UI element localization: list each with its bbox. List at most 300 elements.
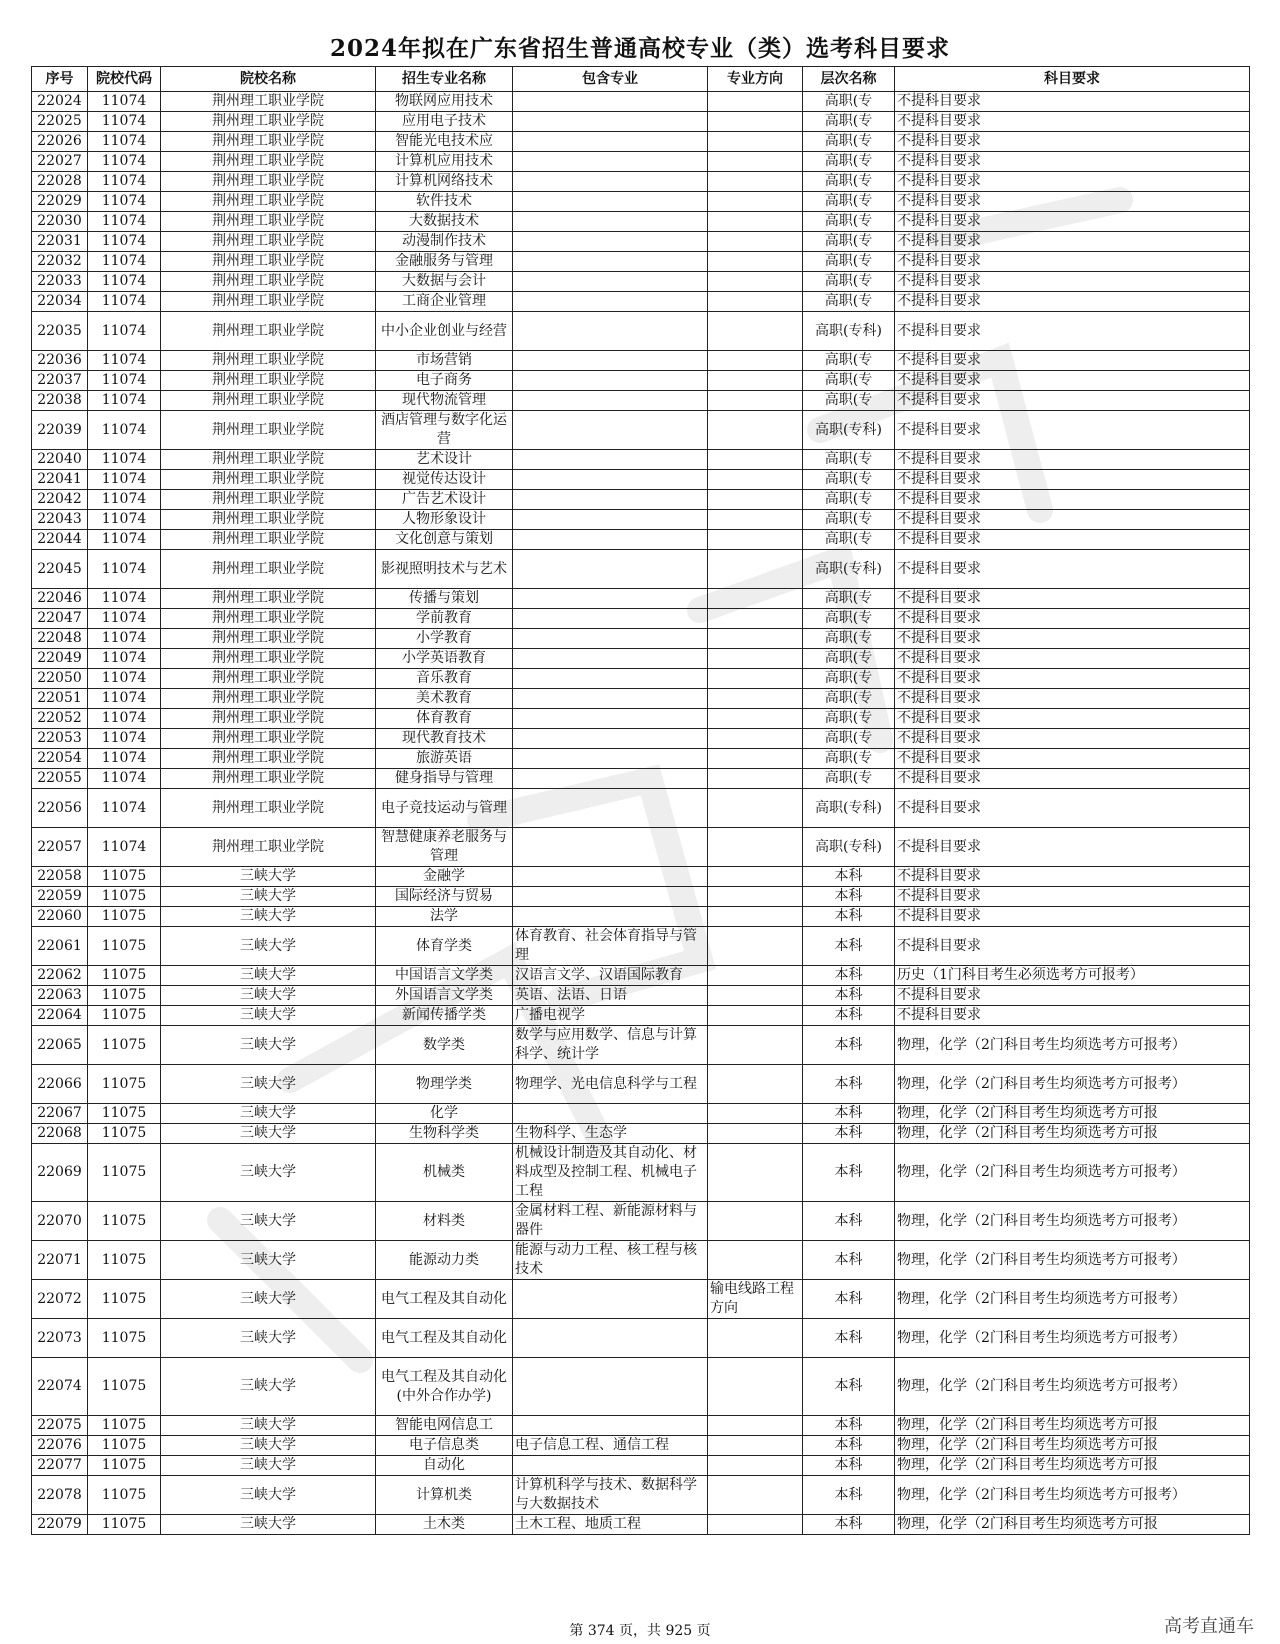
seq-cell: 22044 (32, 530, 88, 550)
subject-requirement-cell: 物理，化学（2门科目考生均须选考方可报考） (895, 1026, 1250, 1065)
table-row (32, 212, 1250, 232)
included-majors-cell (513, 152, 708, 172)
school-name-cell: 荆州理工职业学院 (161, 510, 376, 530)
school-name-cell: 荆州理工职业学院 (161, 232, 376, 252)
school-code-cell: 11074 (88, 351, 161, 371)
major-name-cell: 中小企业创业与经营 (376, 312, 513, 351)
major-name-cell: 法学 (376, 907, 513, 927)
table-row (32, 252, 1250, 272)
direction-cell (708, 351, 803, 371)
major-name-cell: 外国语言文学类 (376, 986, 513, 1006)
major-name-cell: 生物科学类 (376, 1124, 513, 1144)
level-cell: 高职(专 (803, 92, 895, 112)
seq-cell: 22066 (32, 1065, 88, 1104)
subject-requirement-cell: 物理，化学（2门科目考生均须选考方可报考） (895, 1065, 1250, 1104)
direction-cell (708, 1104, 803, 1124)
school-code-cell: 11075 (88, 966, 161, 986)
direction-cell (708, 649, 803, 669)
direction-cell (708, 212, 803, 232)
seq-cell: 22078 (32, 1476, 88, 1515)
school-code-cell: 11074 (88, 371, 161, 391)
direction-cell (708, 510, 803, 530)
major-name-cell: 电子商务 (376, 371, 513, 391)
direction-cell (708, 966, 803, 986)
school-code-cell: 11074 (88, 152, 161, 172)
included-majors-cell: 数学与应用数学、信息与计算科学、统计学 (513, 1026, 708, 1065)
major-name-cell: 数学类 (376, 1026, 513, 1065)
major-name-cell: 大数据与会计 (376, 272, 513, 292)
direction-cell: 输电线路工程方向 (708, 1280, 803, 1319)
direction-cell (708, 550, 803, 589)
school-code-cell: 11074 (88, 769, 161, 789)
subject-requirement-cell: 不提科目要求 (895, 867, 1250, 887)
major-name-cell: 金融学 (376, 867, 513, 887)
included-majors-cell (513, 272, 708, 292)
direction-cell (708, 152, 803, 172)
school-code-cell: 11075 (88, 1436, 161, 1456)
subject-requirement-cell: 不提科目要求 (895, 510, 1250, 530)
level-cell: 高职(专 (803, 371, 895, 391)
direction-cell (708, 689, 803, 709)
included-majors-cell (513, 312, 708, 351)
level-cell: 高职(专 (803, 769, 895, 789)
seq-cell: 22072 (32, 1280, 88, 1319)
school-code-cell: 11075 (88, 1515, 161, 1535)
seq-cell: 22040 (32, 450, 88, 470)
direction-cell (708, 789, 803, 828)
school-name-cell: 荆州理工职业学院 (161, 450, 376, 470)
table-row (32, 470, 1250, 490)
level-cell: 高职(专 (803, 589, 895, 609)
school-code-cell: 11074 (88, 729, 161, 749)
direction-cell (708, 1065, 803, 1104)
major-name-cell: 现代教育技术 (376, 729, 513, 749)
subject-requirement-cell: 不提科目要求 (895, 589, 1250, 609)
included-majors-cell: 汉语言文学、汉语国际教育 (513, 966, 708, 986)
table-row (32, 391, 1250, 411)
included-majors-cell (513, 391, 708, 411)
seq-cell: 22050 (32, 669, 88, 689)
page-number: 第 374 页，共 925 页 (569, 1623, 711, 1639)
school-code-cell: 11074 (88, 312, 161, 351)
table-row (32, 312, 1250, 351)
table-row (32, 729, 1250, 749)
school-name-cell: 荆州理工职业学院 (161, 589, 376, 609)
school-name-cell: 荆州理工职业学院 (161, 689, 376, 709)
subject-requirement-cell: 物理，化学（2门科目考生均须选考方可报 (895, 1436, 1250, 1456)
included-majors-cell (513, 1280, 708, 1319)
school-code-cell: 11074 (88, 689, 161, 709)
included-majors-cell (513, 749, 708, 769)
level-cell: 本科 (803, 1104, 895, 1124)
included-majors-cell (513, 887, 708, 907)
school-name-cell: 荆州理工职业学院 (161, 391, 376, 411)
direction-cell (708, 1515, 803, 1535)
major-name-cell: 酒店管理与数字化运营 (376, 411, 513, 450)
seq-cell: 22077 (32, 1456, 88, 1476)
subject-requirement-cell: 不提科目要求 (895, 927, 1250, 966)
school-name-cell: 三峡大学 (161, 986, 376, 1006)
school-code-cell: 11074 (88, 411, 161, 450)
school-name-cell: 荆州理工职业学院 (161, 828, 376, 867)
table-row (32, 649, 1250, 669)
table-row (32, 1065, 1250, 1104)
col-header-subject-requirement: 科目要求 (895, 67, 1250, 92)
subject-requirement-cell: 不提科目要求 (895, 292, 1250, 312)
school-name-cell: 三峡大学 (161, 1026, 376, 1065)
school-code-cell: 11075 (88, 1456, 161, 1476)
included-majors-cell (513, 510, 708, 530)
major-name-cell: 体育学类 (376, 927, 513, 966)
subject-requirement-cell: 不提科目要求 (895, 92, 1250, 112)
school-code-cell: 11074 (88, 252, 161, 272)
table-row (32, 411, 1250, 450)
brand-label: 高考直通车 (1164, 1616, 1254, 1637)
included-majors-cell (513, 867, 708, 887)
direction-cell (708, 709, 803, 729)
seq-cell: 22071 (32, 1241, 88, 1280)
major-name-cell: 学前教育 (376, 609, 513, 629)
table-row (32, 1241, 1250, 1280)
table-row (32, 192, 1250, 212)
seq-cell: 22054 (32, 749, 88, 769)
table-row (32, 1476, 1250, 1515)
seq-cell: 22032 (32, 252, 88, 272)
school-code-cell: 11074 (88, 470, 161, 490)
subject-requirement-cell: 不提科目要求 (895, 789, 1250, 828)
level-cell: 高职(专 (803, 729, 895, 749)
school-name-cell: 三峡大学 (161, 1104, 376, 1124)
school-name-cell: 荆州理工职业学院 (161, 629, 376, 649)
included-majors-cell (513, 769, 708, 789)
major-name-cell: 土木类 (376, 1515, 513, 1535)
school-name-cell: 荆州理工职业学院 (161, 749, 376, 769)
level-cell: 高职(专科) (803, 550, 895, 589)
major-name-cell: 电子竞技运动与管理 (376, 789, 513, 828)
subject-requirement-cell: 不提科目要求 (895, 112, 1250, 132)
direction-cell (708, 132, 803, 152)
school-code-cell: 11075 (88, 887, 161, 907)
seq-cell: 22038 (32, 391, 88, 411)
subject-requirement-cell: 物理，化学（2门科目考生均须选考方可报 (895, 1124, 1250, 1144)
included-majors-cell (513, 192, 708, 212)
school-code-cell: 11075 (88, 1202, 161, 1241)
subject-requirement-cell: 不提科目要求 (895, 1006, 1250, 1026)
seq-cell: 22069 (32, 1144, 88, 1202)
col-header-direction: 专业方向 (708, 67, 803, 92)
major-name-cell: 小学英语教育 (376, 649, 513, 669)
level-cell: 高职(专 (803, 629, 895, 649)
school-name-cell: 三峡大学 (161, 1144, 376, 1202)
school-name-cell: 三峡大学 (161, 1065, 376, 1104)
included-majors-cell: 能源与动力工程、核工程与核技术 (513, 1241, 708, 1280)
direction-cell (708, 232, 803, 252)
school-code-cell: 11074 (88, 530, 161, 550)
level-cell: 本科 (803, 1280, 895, 1319)
page-title: 2024年拟在广东省招生普通高校专业（类）选考科目要求 (329, 35, 950, 62)
included-majors-cell (513, 709, 708, 729)
school-code-cell: 11074 (88, 510, 161, 530)
major-name-cell: 大数据技术 (376, 212, 513, 232)
direction-cell (708, 470, 803, 490)
major-name-cell: 艺术设计 (376, 450, 513, 470)
subject-requirement-cell: 不提科目要求 (895, 907, 1250, 927)
included-majors-cell (513, 828, 708, 867)
level-cell: 本科 (803, 986, 895, 1006)
seq-cell: 22068 (32, 1124, 88, 1144)
subject-requirement-cell: 物理，化学（2门科目考生均须选考方可报 (895, 1416, 1250, 1436)
level-cell: 本科 (803, 1026, 895, 1065)
direction-cell (708, 907, 803, 927)
subject-requirement-cell: 不提科目要求 (895, 252, 1250, 272)
major-name-cell: 智能电网信息工 (376, 1416, 513, 1436)
direction-cell (708, 729, 803, 749)
table-row (32, 351, 1250, 371)
table-row (32, 1006, 1250, 1026)
major-name-cell: 电气工程及其自动化 (376, 1280, 513, 1319)
subject-requirement-cell: 物理，化学（2门科目考生均须选考方可报考） (895, 1319, 1250, 1358)
school-name-cell: 荆州理工职业学院 (161, 292, 376, 312)
direction-cell (708, 411, 803, 450)
level-cell: 本科 (803, 1202, 895, 1241)
school-name-cell: 三峡大学 (161, 966, 376, 986)
direction-cell (708, 530, 803, 550)
subject-requirement-cell: 物理，化学（2门科目考生均须选考方可报考） (895, 1241, 1250, 1280)
col-header-school-code: 院校代码 (88, 67, 161, 92)
direction-cell (708, 1436, 803, 1456)
seq-cell: 22073 (32, 1319, 88, 1358)
direction-cell (708, 92, 803, 112)
included-majors-cell (513, 1416, 708, 1436)
subject-requirement-cell: 物理，化学（2门科目考生均须选考方可报考） (895, 1358, 1250, 1416)
school-name-cell: 三峡大学 (161, 1358, 376, 1416)
subject-requirement-cell: 不提科目要求 (895, 986, 1250, 1006)
major-name-cell: 美术教育 (376, 689, 513, 709)
school-name-cell: 荆州理工职业学院 (161, 132, 376, 152)
level-cell: 高职(专 (803, 749, 895, 769)
subject-requirement-cell: 不提科目要求 (895, 312, 1250, 351)
direction-cell (708, 252, 803, 272)
included-majors-cell (513, 530, 708, 550)
school-name-cell: 三峡大学 (161, 1280, 376, 1319)
table-row (32, 907, 1250, 927)
level-cell: 高职(专 (803, 192, 895, 212)
included-majors-cell (513, 292, 708, 312)
major-name-cell: 旅游英语 (376, 749, 513, 769)
direction-cell (708, 749, 803, 769)
subject-requirement-cell: 不提科目要求 (895, 450, 1250, 470)
school-code-cell: 11074 (88, 272, 161, 292)
level-cell: 高职(专科) (803, 828, 895, 867)
seq-cell: 22026 (32, 132, 88, 152)
major-name-cell: 健身指导与管理 (376, 769, 513, 789)
table-row (32, 1436, 1250, 1456)
included-majors-cell (513, 1319, 708, 1358)
level-cell: 本科 (803, 966, 895, 986)
school-code-cell: 11074 (88, 589, 161, 609)
col-header-school-name: 院校名称 (161, 67, 376, 92)
major-name-cell: 电气工程及其自动化 (376, 1319, 513, 1358)
table-row (32, 152, 1250, 172)
school-name-cell: 荆州理工职业学院 (161, 172, 376, 192)
school-code-cell: 11074 (88, 112, 161, 132)
school-code-cell: 11074 (88, 391, 161, 411)
included-majors-cell (513, 112, 708, 132)
school-code-cell: 11075 (88, 1124, 161, 1144)
subject-requirements-table (31, 66, 1250, 1535)
table-header-row (32, 67, 1250, 92)
major-name-cell: 现代物流管理 (376, 391, 513, 411)
school-code-cell: 11075 (88, 1241, 161, 1280)
level-cell: 高职(专 (803, 232, 895, 252)
subject-requirement-cell: 不提科目要求 (895, 828, 1250, 867)
seq-cell: 22033 (32, 272, 88, 292)
major-name-cell: 体育教育 (376, 709, 513, 729)
included-majors-cell (513, 172, 708, 192)
direction-cell (708, 927, 803, 966)
direction-cell (708, 1124, 803, 1144)
included-majors-cell: 计算机科学与技术、数据科学与大数据技术 (513, 1476, 708, 1515)
table-row (32, 450, 1250, 470)
direction-cell (708, 1319, 803, 1358)
school-code-cell: 11074 (88, 92, 161, 112)
level-cell: 本科 (803, 1358, 895, 1416)
school-name-cell: 荆州理工职业学院 (161, 371, 376, 391)
major-name-cell: 广告艺术设计 (376, 490, 513, 510)
major-name-cell: 人物形象设计 (376, 510, 513, 530)
level-cell: 高职(专 (803, 152, 895, 172)
school-code-cell: 11074 (88, 709, 161, 729)
school-name-cell: 三峡大学 (161, 887, 376, 907)
direction-cell (708, 828, 803, 867)
level-cell: 高职(专 (803, 132, 895, 152)
major-name-cell: 智慧健康养老服务与管理 (376, 828, 513, 867)
major-name-cell: 动漫制作技术 (376, 232, 513, 252)
seq-cell: 22053 (32, 729, 88, 749)
included-majors-cell (513, 1104, 708, 1124)
level-cell: 高职(专 (803, 212, 895, 232)
included-majors-cell (513, 450, 708, 470)
level-cell: 高职(专 (803, 112, 895, 132)
level-cell: 高职(专 (803, 470, 895, 490)
major-name-cell: 计算机网络技术 (376, 172, 513, 192)
major-name-cell: 传播与策划 (376, 589, 513, 609)
included-majors-cell (513, 490, 708, 510)
direction-cell (708, 112, 803, 132)
level-cell: 高职(专 (803, 689, 895, 709)
subject-requirement-cell: 物理，化学（2门科目考生均须选考方可报考） (895, 1144, 1250, 1202)
direction-cell (708, 1202, 803, 1241)
seq-cell: 22067 (32, 1104, 88, 1124)
level-cell: 本科 (803, 1456, 895, 1476)
included-majors-cell (513, 1456, 708, 1476)
table-row (32, 769, 1250, 789)
included-majors-cell (513, 92, 708, 112)
included-majors-cell (513, 550, 708, 589)
school-code-cell: 11074 (88, 292, 161, 312)
included-majors-cell: 生物科学、生态学 (513, 1124, 708, 1144)
school-name-cell: 三峡大学 (161, 1515, 376, 1535)
level-cell: 高职(专 (803, 351, 895, 371)
table-row (32, 1319, 1250, 1358)
subject-requirement-cell: 不提科目要求 (895, 689, 1250, 709)
subject-requirement-cell: 不提科目要求 (895, 470, 1250, 490)
table-row (32, 1358, 1250, 1416)
school-name-cell: 三峡大学 (161, 1241, 376, 1280)
included-majors-cell (513, 629, 708, 649)
school-code-cell: 11074 (88, 132, 161, 152)
seq-cell: 22060 (32, 907, 88, 927)
major-name-cell: 小学教育 (376, 629, 513, 649)
seq-cell: 22063 (32, 986, 88, 1006)
school-code-cell: 11074 (88, 172, 161, 192)
direction-cell (708, 1241, 803, 1280)
table-row (32, 689, 1250, 709)
level-cell: 高职(专 (803, 669, 895, 689)
level-cell: 本科 (803, 1476, 895, 1515)
major-name-cell: 物联网应用技术 (376, 92, 513, 112)
subject-requirement-cell: 不提科目要求 (895, 351, 1250, 371)
school-code-cell: 11075 (88, 1006, 161, 1026)
level-cell: 本科 (803, 907, 895, 927)
major-name-cell: 材料类 (376, 1202, 513, 1241)
school-name-cell: 荆州理工职业学院 (161, 192, 376, 212)
direction-cell (708, 1026, 803, 1065)
seq-cell: 22046 (32, 589, 88, 609)
direction-cell (708, 172, 803, 192)
seq-cell: 22051 (32, 689, 88, 709)
level-cell: 高职(专 (803, 252, 895, 272)
school-code-cell: 11075 (88, 1476, 161, 1515)
included-majors-cell (513, 470, 708, 490)
included-majors-cell (513, 689, 708, 709)
table-row (32, 1124, 1250, 1144)
school-name-cell: 三峡大学 (161, 1436, 376, 1456)
level-cell: 高职(专 (803, 490, 895, 510)
included-majors-cell (513, 351, 708, 371)
table-row (32, 986, 1250, 1006)
school-name-cell: 三峡大学 (161, 1006, 376, 1026)
table-row (32, 1202, 1250, 1241)
subject-requirement-cell: 不提科目要求 (895, 152, 1250, 172)
school-name-cell: 荆州理工职业学院 (161, 609, 376, 629)
direction-cell (708, 1416, 803, 1436)
table-row (32, 1280, 1250, 1319)
table-row (32, 132, 1250, 152)
subject-requirement-cell: 物理，化学（2门科目考生均须选考方可报 (895, 1104, 1250, 1124)
table-row (32, 510, 1250, 530)
seq-cell: 22076 (32, 1436, 88, 1456)
major-name-cell: 新闻传播学类 (376, 1006, 513, 1026)
level-cell: 本科 (803, 927, 895, 966)
seq-cell: 22056 (32, 789, 88, 828)
table-row (32, 867, 1250, 887)
major-name-cell: 金融服务与管理 (376, 252, 513, 272)
level-cell: 高职(专 (803, 172, 895, 192)
subject-requirement-cell: 不提科目要求 (895, 709, 1250, 729)
subject-requirement-cell: 历史（1门科目考生必须选考方可报考） (895, 966, 1250, 986)
seq-cell: 22074 (32, 1358, 88, 1416)
subject-requirement-cell: 不提科目要求 (895, 371, 1250, 391)
level-cell: 高职(专 (803, 510, 895, 530)
table-row (32, 609, 1250, 629)
school-name-cell: 荆州理工职业学院 (161, 490, 376, 510)
school-name-cell: 荆州理工职业学院 (161, 152, 376, 172)
table-row (32, 272, 1250, 292)
included-majors-cell (513, 589, 708, 609)
direction-cell (708, 609, 803, 629)
direction-cell (708, 769, 803, 789)
